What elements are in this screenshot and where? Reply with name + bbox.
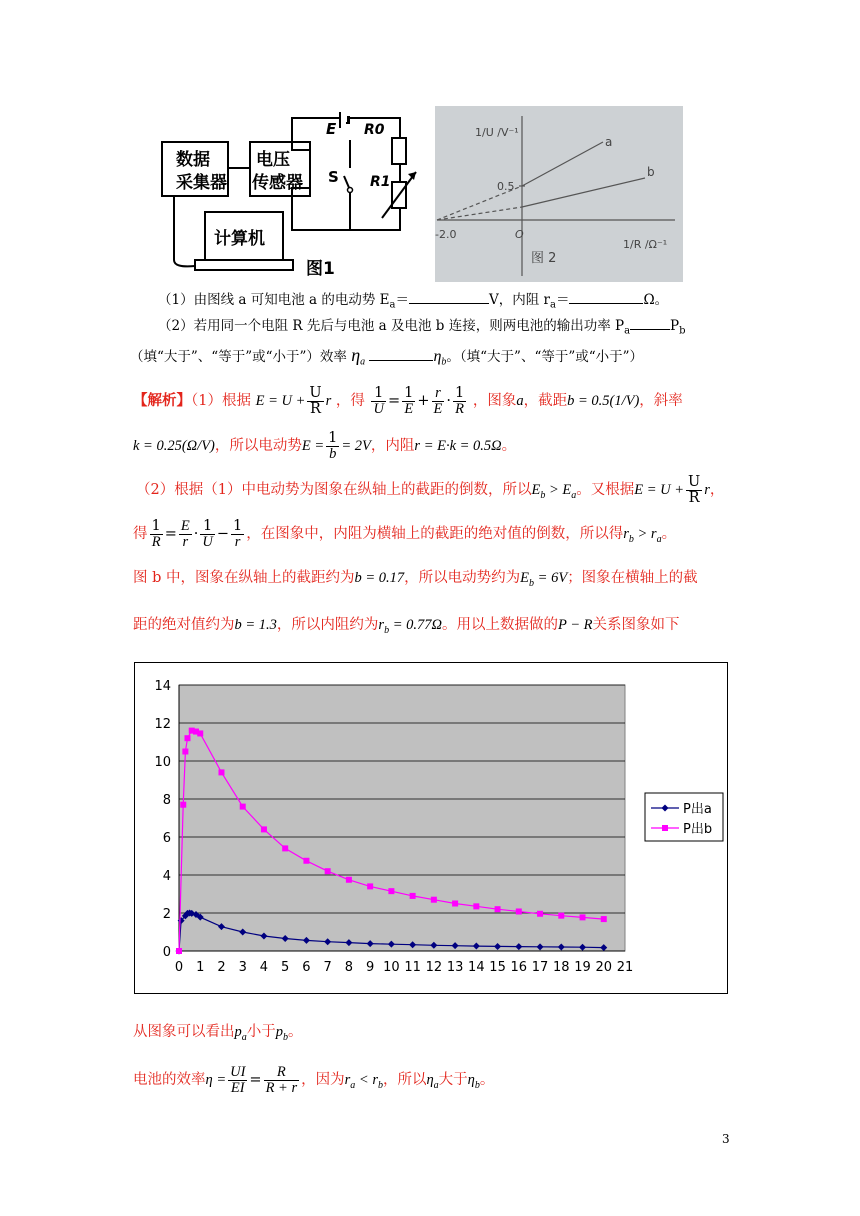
legend-marker	[662, 825, 668, 831]
data-point	[303, 858, 309, 864]
plot-area	[179, 685, 625, 951]
x-tick-label: 17	[531, 960, 549, 975]
question-2: （2）若用同一个电阻 R 先后与电池 a 及电池 b 连接，则两电池的输出功率 $P_a$ $P_b$	[158, 315, 758, 342]
x-tick-label: 15	[489, 960, 506, 975]
analysis-line-5: 图 b 中，图象在纵轴上的截距约为b = 0.17，所以电动势约为$E_b = 6V$；图象在横轴上的截	[133, 570, 698, 589]
y-tick-label: 4	[162, 869, 171, 884]
x-tick-label: 8	[344, 960, 354, 975]
conclusion-line-2: 电池的效率η = $\frac{UI}{EI}$ = $\frac{R}{R + r}$ ，因为$r_a < r_b$，所以$\eta_a$大于$\eta_b$。	[133, 1063, 495, 1096]
y-tick-label: 8	[162, 793, 171, 808]
figure-1-caption: 图1	[306, 259, 335, 279]
analysis-line-1: 【解析】（1）根据 E = U + $\frac{U}{R}$ r ，得 $\frac{1}{U}$ = $\frac{1}{E}$ + $\frac{r}{E}$ · $\frac{1}{R}$ ，图象a，截距b = 0.5(1/V)，斜率	[133, 384, 683, 417]
legend-label: P出a	[683, 802, 712, 817]
sensor-label-1: 电压	[256, 150, 290, 170]
power-resistance-chart	[135, 663, 727, 993]
data-point	[240, 804, 246, 810]
data-point	[184, 735, 190, 741]
data-point	[367, 883, 373, 889]
x-tick-label: 4	[259, 960, 269, 975]
data-point	[346, 877, 352, 883]
x-tick-label: 11	[404, 960, 421, 975]
data-point	[601, 916, 607, 922]
collector-label-2: 采集器	[176, 173, 227, 193]
x-tick-label: 18	[553, 960, 570, 975]
data-point	[516, 908, 522, 914]
fig2-caption: 图 2	[531, 251, 557, 266]
data-point	[558, 913, 564, 919]
fig2-origin: O	[515, 228, 524, 241]
computer-label: 计算机	[214, 229, 265, 249]
fig2-line-b-label: b	[647, 165, 655, 179]
fig2-ytick: 0.5	[497, 180, 515, 193]
legend-label: P出b	[683, 822, 713, 837]
analysis-line-3: （2）根据（1）中电动势为图象在纵轴上的截距的倒数，所以$E_b > E_a$。又根据E = U + $\frac{U}{R}$ r，	[136, 473, 725, 506]
sensor-label-2: 传感器	[252, 173, 303, 193]
data-point	[261, 826, 267, 832]
analysis-line-2: k = 0.25(Ω/V)，所以电动势E = $\frac{1}{b}$ = 2V，内阻r = E·k = 0.5Ω。	[133, 429, 517, 462]
fig2-xaxis-label: 1/R /Ω⁻¹	[623, 238, 668, 251]
battery-label: E	[326, 120, 337, 138]
conclusion-line-1: 从图象可以看出$p_a$小于$p_b$。	[133, 1024, 303, 1043]
figure-1-circuit	[160, 110, 430, 280]
analysis-line-6: 距的绝对值约为b = 1.3，所以内阻约为$r_b = 0.77\Omega$。用以上数据做的P − R关系图象如下	[133, 617, 680, 636]
y-tick-label: 14	[154, 679, 171, 694]
data-point	[180, 802, 186, 808]
data-point	[473, 903, 479, 909]
data-point	[218, 769, 224, 775]
fig2-xtick-neg: -2.0	[435, 228, 457, 241]
data-point	[176, 948, 182, 954]
y-tick-label: 10	[154, 755, 171, 770]
data-point	[282, 845, 288, 851]
r1-label: R1	[370, 174, 391, 190]
x-tick-label: 10	[383, 960, 400, 975]
data-point	[580, 914, 586, 920]
collector-label-1: 数据	[176, 150, 210, 170]
x-tick-label: 20	[595, 960, 613, 975]
r0-resistor	[392, 138, 406, 164]
x-tick-label: 9	[366, 960, 375, 975]
x-tick-label: 19	[574, 960, 591, 975]
data-point	[325, 868, 331, 874]
x-tick-label: 0	[174, 960, 184, 975]
x-tick-label: 13	[446, 960, 464, 975]
analysis-line-4: 得 $\frac{1}{R}$ = $\frac{E}{r}$ · $\frac{1}{U}$ − $\frac{1}{r}$ ，在图象中，内阻为横轴上的截距的绝对值的倒数，所以得$r_b > r_a$。	[133, 517, 677, 550]
x-tick-label: 7	[323, 960, 332, 975]
data-point	[410, 893, 416, 899]
figure-2-graph	[435, 106, 683, 282]
data-point	[197, 730, 203, 736]
x-tick-label: 16	[510, 960, 528, 975]
page-number: 3	[722, 1132, 730, 1146]
data-point	[495, 906, 501, 912]
y-tick-label: 2	[162, 907, 171, 922]
question-2-line-2: （填“大于”、“等于”或“小于”）效率 $\eta_a$ $\eta_b$。（填“大于”、“等于”或“小于”）	[130, 345, 644, 368]
x-tick-label: 6	[302, 960, 311, 975]
x-tick-label: 2	[217, 960, 226, 975]
fig2-line-a-label: a	[605, 135, 613, 149]
x-tick-label: 5	[281, 960, 290, 975]
x-tick-label: 12	[425, 960, 443, 975]
question-1: （1）由图线 a 可知电池 a 的电动势 $E_a= V$，内阻 $r_a= \Omega$。	[158, 289, 758, 316]
y-tick-label: 6	[162, 831, 171, 846]
data-point	[388, 888, 394, 894]
x-tick-label: 21	[616, 960, 634, 975]
x-tick-label: 1	[196, 960, 205, 975]
chart-frame	[134, 662, 728, 994]
data-point	[431, 897, 437, 903]
data-point	[182, 749, 188, 755]
y-tick-label: 0	[162, 945, 171, 960]
x-tick-label: 14	[468, 960, 485, 975]
data-point	[452, 901, 458, 907]
fig2-yaxis-label: 1/U /V⁻¹	[475, 126, 519, 139]
y-tick-label: 12	[154, 717, 171, 732]
r0-label: R0	[364, 122, 385, 138]
x-tick-label: 3	[238, 960, 247, 975]
switch-label: S	[328, 168, 339, 186]
data-point	[537, 911, 543, 917]
